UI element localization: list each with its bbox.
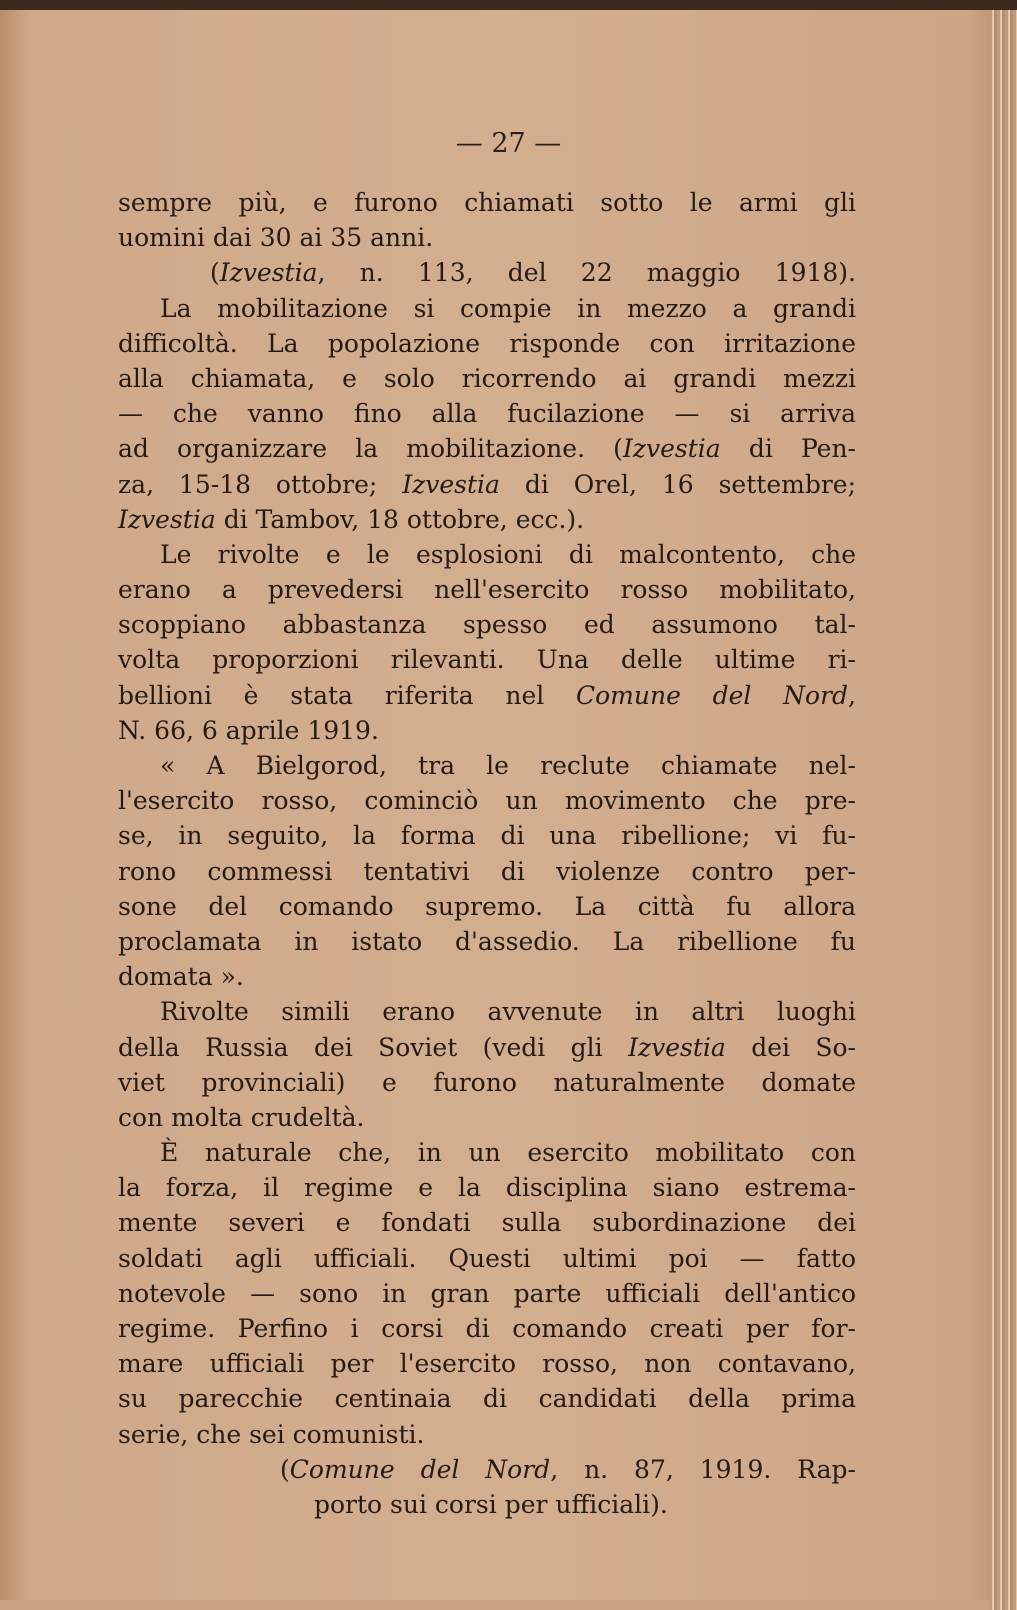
italic-span: Izvestia xyxy=(402,469,500,499)
text-span: uomini dai 30 ai 35 anni. xyxy=(118,223,434,253)
text-span: , xyxy=(848,680,856,710)
text-line xyxy=(118,467,856,502)
page-stack-edge xyxy=(989,10,1017,1610)
text-line xyxy=(118,1100,856,1135)
italic-span: Izvestia xyxy=(628,1032,726,1062)
text-line xyxy=(118,326,856,361)
text-line xyxy=(118,431,856,466)
text-line xyxy=(118,748,856,783)
text-span: È naturale che, in un esercito mobilitato con xyxy=(160,1138,856,1168)
text-span: mente severi e fondati sulla subordinazione dei xyxy=(118,1208,856,1238)
text-line xyxy=(118,1065,856,1100)
text-line xyxy=(118,502,856,537)
text-line xyxy=(118,678,856,713)
text-line xyxy=(118,959,856,994)
text-line xyxy=(118,1417,856,1452)
text-span: sempre più, e furono chiamati sotto le armi gli xyxy=(118,188,856,217)
text-span: soldati agli ufficiali. Questi ultimi poi — fatto xyxy=(118,1243,856,1273)
text-span: , n. 113, del 22 maggio 1918). xyxy=(317,258,856,288)
text-line xyxy=(118,1205,856,1240)
text-span: porto sui corsi per ufficiali). xyxy=(314,1489,668,1519)
text-span: , n. 87, 1919. Rap- xyxy=(550,1454,856,1484)
text-line xyxy=(118,1135,856,1170)
text-span: dei So- xyxy=(725,1032,856,1062)
text-line xyxy=(118,220,856,255)
body-text xyxy=(118,185,856,1522)
text-span: domata ». xyxy=(118,962,244,992)
page-number: — 27 — xyxy=(455,128,562,159)
text-line xyxy=(118,1311,856,1346)
text-span: za, 15-18 ottobre; xyxy=(118,469,403,499)
text-span: di Pen- xyxy=(720,434,857,464)
text-line xyxy=(118,924,856,959)
text-span: viet provinciali) e furono naturalmente domate xyxy=(118,1067,856,1097)
text-line xyxy=(118,713,856,748)
text-span: La mobilitazione si compie in mezzo a grandi xyxy=(160,293,856,323)
text-line xyxy=(118,361,856,396)
text-span: erano a prevedersi nell'esercito rosso mobilitato, xyxy=(118,575,856,605)
text-span: ( xyxy=(210,258,220,288)
text-line xyxy=(118,1381,856,1416)
italic-span: Comune del Nord xyxy=(575,680,849,710)
text-line xyxy=(118,607,856,642)
text-line xyxy=(118,818,856,853)
text-line xyxy=(118,1452,856,1487)
text-line xyxy=(118,1346,856,1381)
text-line xyxy=(118,783,856,818)
text-line xyxy=(118,1487,856,1522)
text-span: con molta crudeltà. xyxy=(118,1102,365,1132)
text-span: rono commessi tentativi di violenze contro per- xyxy=(118,856,856,886)
text-line xyxy=(118,185,856,220)
text-line xyxy=(118,537,856,572)
italic-span: Izvestia xyxy=(622,434,721,464)
text-span: di Tambov, 18 ottobre, ecc.). xyxy=(215,504,585,534)
text-span: serie, che sei comunisti. xyxy=(118,1419,425,1449)
text-line xyxy=(118,642,856,677)
text-span: Rivolte simili erano avvenute in altri luoghi xyxy=(160,997,856,1027)
text-line xyxy=(118,1241,856,1276)
italic-span: Izvestia xyxy=(118,504,216,534)
text-span: della Russia dei Soviet (vedi gli xyxy=(118,1032,629,1062)
text-span: « A Bielgorod, tra le reclute chiamate nel- xyxy=(160,751,856,780)
text-span: regime. Perfino i corsi di comando creati per for- xyxy=(118,1314,856,1343)
text-line xyxy=(118,994,856,1029)
text-span: scoppiano abbastanza spesso ed assumono tal- xyxy=(118,610,856,640)
text-line xyxy=(118,1276,856,1311)
text-span: notevole — sono in gran parte ufficiali dell'antico xyxy=(118,1278,856,1308)
text-span: N. 66, 6 aprile 1919. xyxy=(118,715,379,745)
text-line xyxy=(118,572,856,607)
italic-span: Izvestia xyxy=(219,258,318,288)
italic-span: Comune del Nord xyxy=(289,1454,551,1484)
text-span: l'esercito rosso, cominciò un movimento che pre- xyxy=(118,786,856,816)
text-span: volta proporzioni rilevanti. Una delle ultime ri- xyxy=(118,645,856,675)
text-line xyxy=(118,291,856,326)
text-span: sone del comando supremo. La città fu allora xyxy=(118,891,856,921)
text-line xyxy=(118,854,856,889)
text-span: la forza, il regime e la disciplina siano estrema- xyxy=(118,1173,856,1203)
text-span: difficoltà. La popolazione risponde con irritazione xyxy=(118,328,856,358)
text-line xyxy=(118,396,856,431)
text-line xyxy=(118,1030,856,1065)
text-span: alla chiamata, e solo ricorrendo ai grandi mezzi xyxy=(118,363,856,393)
text-span: Le rivolte e le esplosioni di malcontento, che xyxy=(160,539,856,569)
text-span: ( xyxy=(280,1454,290,1484)
text-span: su parecchie centinaia di candidati della prima xyxy=(118,1384,856,1414)
text-span: bellioni è stata riferita nel xyxy=(118,680,576,710)
text-span: se, in seguito, la forma di una ribellione; vi fu- xyxy=(118,821,856,851)
text-span: proclamata in istato d'assedio. La ribellione fu xyxy=(118,926,856,956)
text-line xyxy=(118,1170,856,1205)
text-span: mare ufficiali per l'esercito rosso, non contavano, xyxy=(118,1349,856,1379)
text-line xyxy=(118,889,856,924)
text-span: — che vanno fino alla fucilazione — si arriva xyxy=(118,399,856,429)
text-line xyxy=(118,255,856,290)
text-span: di Orel, 16 settembre; xyxy=(499,469,856,499)
text-span: ad organizzare la mobilitazione. ( xyxy=(118,434,623,464)
